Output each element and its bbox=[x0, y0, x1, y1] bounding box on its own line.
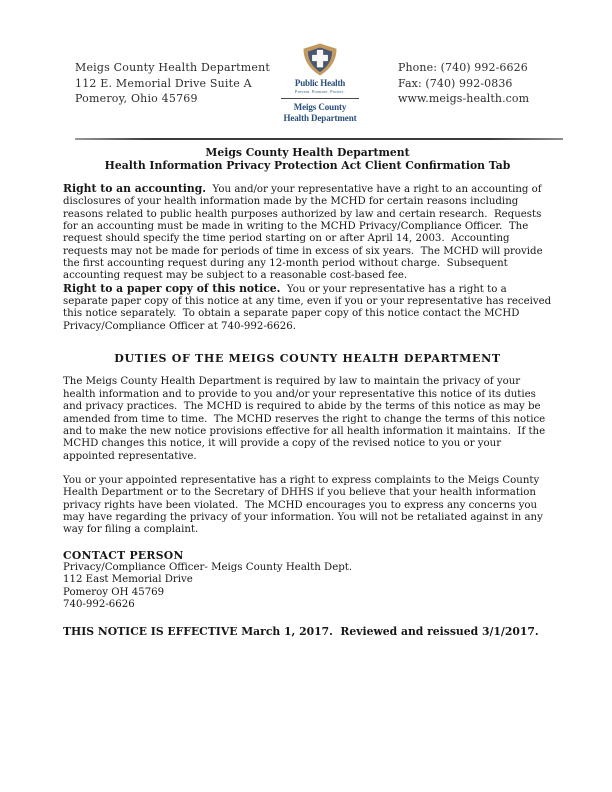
letterhead-address bbox=[75, 60, 270, 107]
website-url: www.meigs-health.com bbox=[398, 92, 530, 105]
document-title-line1: Meigs County Health Department bbox=[205, 146, 410, 159]
phone-number: Phone: (740) 992-6626 bbox=[398, 61, 528, 74]
logo-org-line2: Health Department bbox=[283, 113, 357, 123]
letterhead-divider bbox=[75, 138, 563, 140]
document-title-line2: Health Information Privacy Protection Act Client Confirmation Tab bbox=[104, 159, 511, 172]
contact-street: 112 East Memorial Drive bbox=[63, 574, 193, 586]
contact-officer: Privacy/Compliance Officer- Meigs County Health Dept. bbox=[63, 561, 353, 573]
logo-org-line1: Meigs County bbox=[293, 102, 347, 112]
logo-tagline: Prevent. Promote. Protect. bbox=[295, 89, 345, 94]
accounting-lead: Right to an accounting. bbox=[63, 182, 207, 195]
contact-heading: CONTACT PERSON bbox=[63, 548, 184, 562]
letterhead-contact bbox=[398, 60, 529, 107]
paragraph-paper-copy bbox=[63, 281, 555, 333]
fax-number: Fax: (740) 992-0836 bbox=[398, 76, 513, 90]
org-name: Meigs County Health Department bbox=[75, 61, 271, 74]
duties-heading: DUTIES OF THE MEIGS COUNTY HEALTH DEPARTMENT bbox=[114, 352, 501, 366]
logo-divider bbox=[281, 98, 359, 99]
logo-title: Public Health bbox=[294, 78, 346, 88]
accounting-text: You and/or your representative have a right to an accounting of disclosures of your health information made by the MCHD for certain reasons including reasons related to public health purposes authorized by law and certain research. Requests for an accounting must be made in writing to the MCHD Privacy/Compliance Officer. The request should specify the time period starting on or after April 14, 2003. Accounting requests may not be made for periods of time in excess of six years. The MCHD will provide the first accounting request during any 12-month period without charge. Subsequent accounting request may be subject to a reasonable cost-based fee. bbox=[63, 184, 546, 282]
paper-copy-text: You or your representative has a right to a separate paper copy of this notice at any time, even if you or your representative has received this notice separately. To obtain a separate paper copy of this notice contact the MCHD Privacy/Compliance Officer at 740-992-6626. bbox=[63, 283, 555, 332]
street-address: 112 E. Memorial Drive Suite A bbox=[75, 76, 252, 90]
paragraph-accounting bbox=[63, 183, 552, 283]
paper-copy-lead: Right to a paper copy of this notice. bbox=[63, 281, 281, 295]
letterhead-logo bbox=[281, 43, 359, 124]
paragraph-complaints: You or your appointed representative has a right to express complaints to the Meigs County Health Department or to the Secretary of DHHS if you believe that your health information privacy rights have been violated. The MCHD encourages you to express any concerns you may have regarding the privacy of your information. You will not be retaliated against in any way for filing a complaint. bbox=[63, 474, 547, 536]
effective-notice: THIS NOTICE IS EFFECTIVE March 1, 2017. Reviewed and reissued 3/1/2017. bbox=[63, 625, 539, 639]
document-body bbox=[63, 146, 555, 639]
paragraph-duties: The Meigs County Health Department is required by law to maintain the privacy of your health information and to provide to you and/or your representative this notice of its duties and privacy practices. The MCHD is required to abide by the terms of this notice as may be amended from time to time. The MCHD reserves the right to change the terms of this notice and to make the new notice provisions effective for all health information it maintains. If the MCHD changes this notice, it will provide a copy of the revised notice to you or your appointed representative. bbox=[63, 376, 549, 462]
contact-city: Pomeroy OH 45769 bbox=[63, 586, 165, 598]
city-state-zip: Pomeroy, Ohio 45769 bbox=[75, 92, 198, 105]
contact-phone: 740-992-6626 bbox=[63, 598, 135, 610]
public-health-shield-icon bbox=[302, 43, 338, 76]
contact-block bbox=[63, 550, 552, 612]
document-title bbox=[63, 146, 552, 172]
